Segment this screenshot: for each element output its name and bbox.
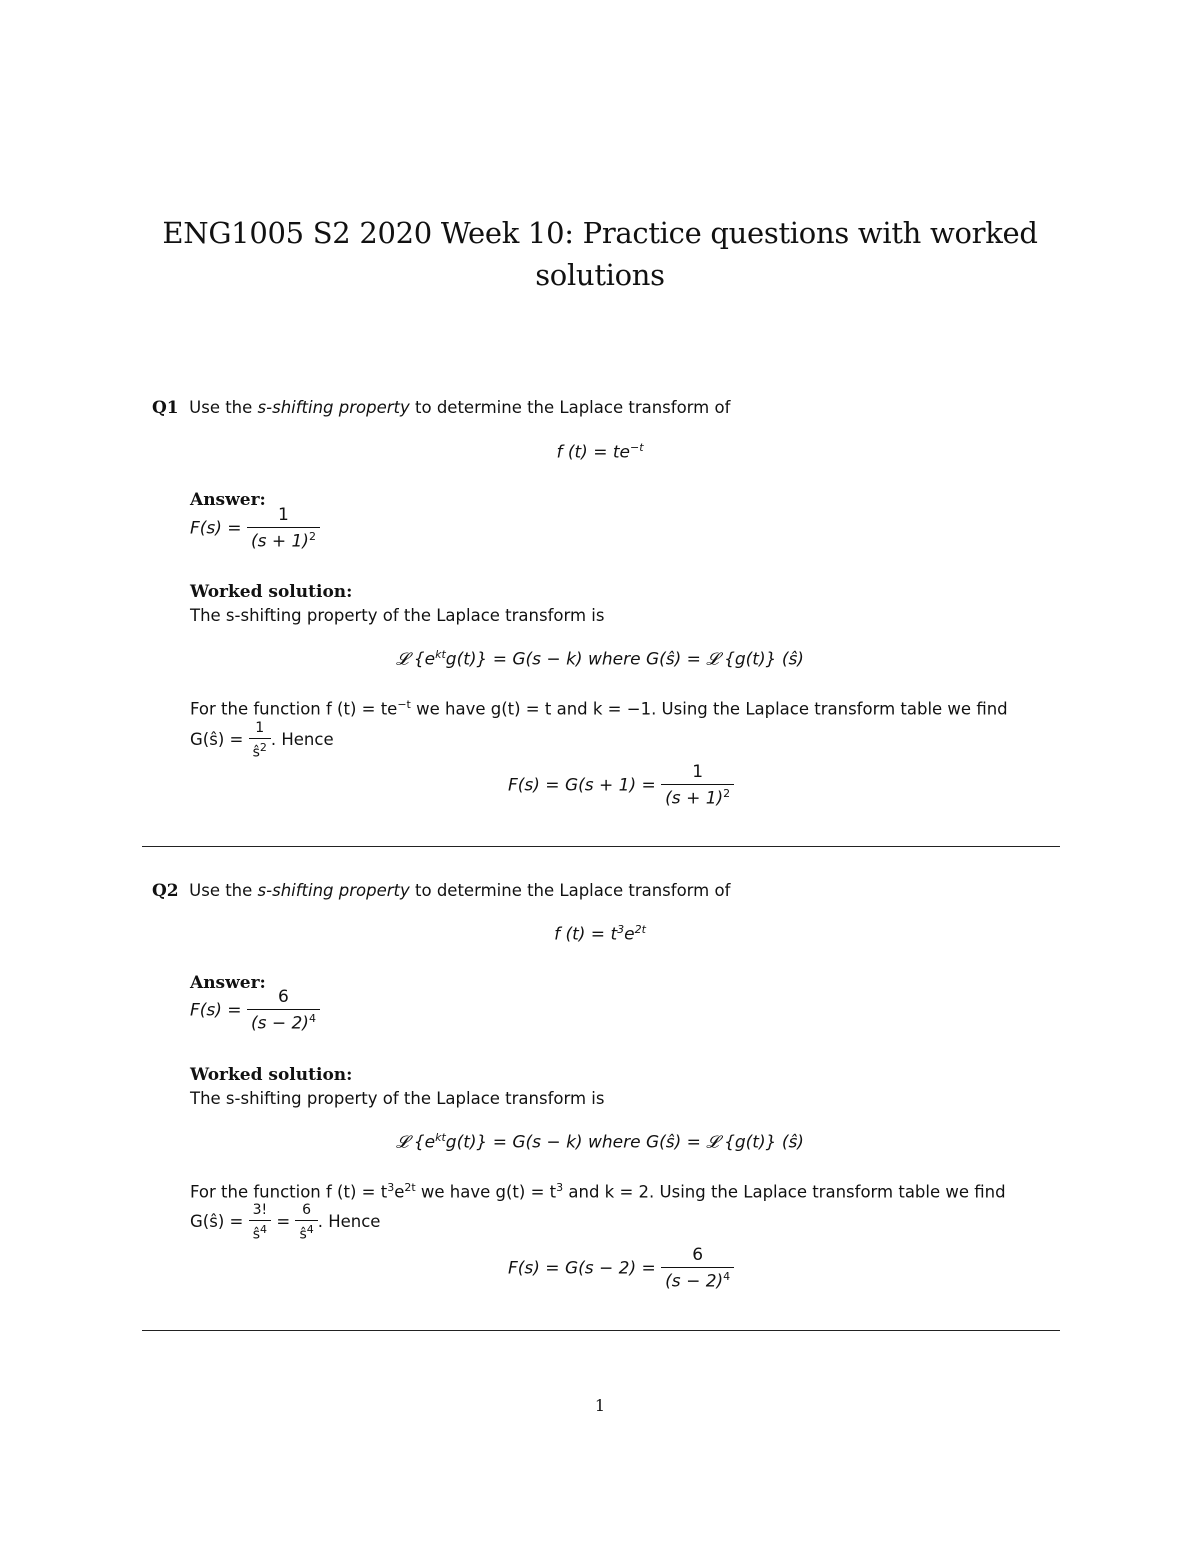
q2-prompt bbox=[152, 881, 730, 901]
q1-line1-exp: −t bbox=[397, 698, 411, 711]
q2-prompt-post: to determine the Laplace transform of bbox=[409, 881, 731, 900]
q2-line1-e: e bbox=[394, 1182, 405, 1202]
q1-line1-a: For the function f (t) = te bbox=[190, 699, 398, 719]
q2-answer-num: 6 bbox=[247, 987, 320, 1010]
q2-function-base: f (t) = t bbox=[554, 924, 618, 945]
page-number: 1 bbox=[594, 1396, 606, 1415]
q1-function bbox=[0, 441, 1200, 463]
q1-property-formula bbox=[0, 648, 1200, 670]
q2-property-formula bbox=[0, 1131, 1200, 1153]
q2-g-den2: ŝ bbox=[299, 1226, 307, 1243]
q2-answer bbox=[190, 987, 320, 1034]
q2-line1-mid: we have g(t) = t bbox=[415, 1182, 557, 1202]
q2-g-den2-exp: 4 bbox=[306, 1223, 314, 1236]
q2-worked-label: Worked solution: bbox=[190, 1065, 353, 1085]
q1-property-text: The s-shifting property of the Laplace transform is bbox=[190, 606, 605, 625]
q2-prompt-em: s-shifting property bbox=[257, 881, 410, 900]
q1-g-den-exp: 2 bbox=[259, 741, 267, 754]
q1-function-exp: −t bbox=[629, 441, 644, 454]
q2-g-num2: 6 bbox=[295, 1202, 317, 1221]
q1-formula-a: 𝓛 {e bbox=[396, 649, 436, 670]
q2-g-tail: . Hence bbox=[317, 1211, 381, 1231]
q2-final-lhs: F(s) = G(s − 2) = bbox=[508, 1258, 662, 1279]
q1-answer-den-exp: 2 bbox=[308, 530, 316, 543]
q2-answer-den: (s − 2) bbox=[250, 1013, 309, 1034]
q1-final-num: 1 bbox=[661, 762, 734, 785]
q1-prompt-pre: Use the bbox=[189, 398, 258, 417]
q2-answer-den-exp: 4 bbox=[308, 1012, 316, 1025]
q2-line1-mid-exp: 3 bbox=[556, 1181, 564, 1194]
q2-g-num: 3! bbox=[249, 1202, 272, 1221]
q1-final-den-exp: 2 bbox=[723, 787, 731, 800]
q2-final-den-exp: 4 bbox=[723, 1270, 731, 1283]
section-divider-2 bbox=[142, 1330, 1060, 1331]
q1-answer-lhs: F(s) = bbox=[190, 518, 247, 539]
q1-g-num: 1 bbox=[249, 720, 271, 739]
q2-line1-e-exp: 2t bbox=[404, 1181, 416, 1194]
q2-function-exp: 3 bbox=[617, 923, 625, 936]
q1-g-lhs: G(ŝ) = bbox=[190, 729, 249, 749]
q2-function-e-exp: 2t bbox=[634, 923, 646, 936]
q2-formula-a: 𝓛 {e bbox=[396, 1132, 436, 1153]
q2-line1 bbox=[190, 1181, 1006, 1202]
q2-g-line bbox=[190, 1202, 380, 1243]
document-title: ENG1005 S2 2020 Week 10: Practice questions with worked solutions bbox=[162, 216, 1038, 292]
q2-answer-lhs: F(s) = bbox=[190, 1000, 247, 1021]
q1-final-lhs: F(s) = G(s + 1) = bbox=[508, 775, 662, 796]
q1-function-base: f (t) = te bbox=[556, 442, 630, 463]
q2-line1-a: For the function f (t) = t bbox=[190, 1182, 388, 1202]
q1-formula-exp: kt bbox=[435, 648, 446, 661]
q2-g-lhs: G(ŝ) = bbox=[190, 1211, 249, 1231]
q2-answer-label: Answer: bbox=[190, 973, 266, 993]
q1-final-den: (s + 1) bbox=[665, 788, 724, 809]
q1-prompt bbox=[152, 398, 730, 418]
section-divider-1 bbox=[142, 846, 1060, 847]
q1-g-tail: . Hence bbox=[270, 729, 334, 749]
q1-answer-label: Answer: bbox=[190, 490, 266, 510]
q1-line1-rest: we have g(t) = t and k = −1. Using the Laplace transform table we find bbox=[410, 699, 1008, 719]
q2-g-eq: = bbox=[271, 1211, 296, 1231]
q1-prompt-post: to determine the Laplace transform of bbox=[409, 398, 731, 417]
q2-formula-exp: kt bbox=[435, 1131, 446, 1144]
q1-final bbox=[508, 762, 734, 809]
q1-formula-rest: g(t)} = G(s − k) where G(ŝ) = 𝓛 {g(t)} (ŝ) bbox=[445, 649, 804, 670]
q1-label: Q1 bbox=[152, 398, 179, 418]
q1-answer-num: 1 bbox=[247, 505, 320, 528]
q2-prompt-pre: Use the bbox=[189, 881, 258, 900]
q2-line1-rest: and k = 2. Using the Laplace transform table we find bbox=[563, 1182, 1006, 1202]
q1-worked-label: Worked solution: bbox=[190, 582, 353, 602]
q2-property-text: The s-shifting property of the Laplace transform is bbox=[190, 1089, 605, 1108]
q2-g-den-exp: 4 bbox=[259, 1223, 267, 1236]
q1-g-line bbox=[190, 720, 334, 761]
q2-function-e: e bbox=[624, 924, 635, 945]
q1-g-den: ŝ bbox=[252, 744, 260, 761]
q2-g-den: ŝ bbox=[252, 1226, 260, 1243]
q2-line1-exp: 3 bbox=[387, 1181, 395, 1194]
q2-final-num: 6 bbox=[661, 1245, 734, 1268]
q1-answer bbox=[190, 505, 320, 552]
q2-function bbox=[0, 923, 1200, 945]
q2-formula-rest: g(t)} = G(s − k) where G(ŝ) = 𝓛 {g(t)} (ŝ) bbox=[445, 1132, 804, 1153]
q2-final-den: (s − 2) bbox=[665, 1271, 724, 1292]
q2-final bbox=[508, 1245, 734, 1292]
q1-line1 bbox=[190, 698, 1008, 719]
q2-label: Q2 bbox=[152, 881, 179, 901]
q1-prompt-em: s-shifting property bbox=[257, 398, 410, 417]
q1-answer-den: (s + 1) bbox=[250, 531, 309, 552]
